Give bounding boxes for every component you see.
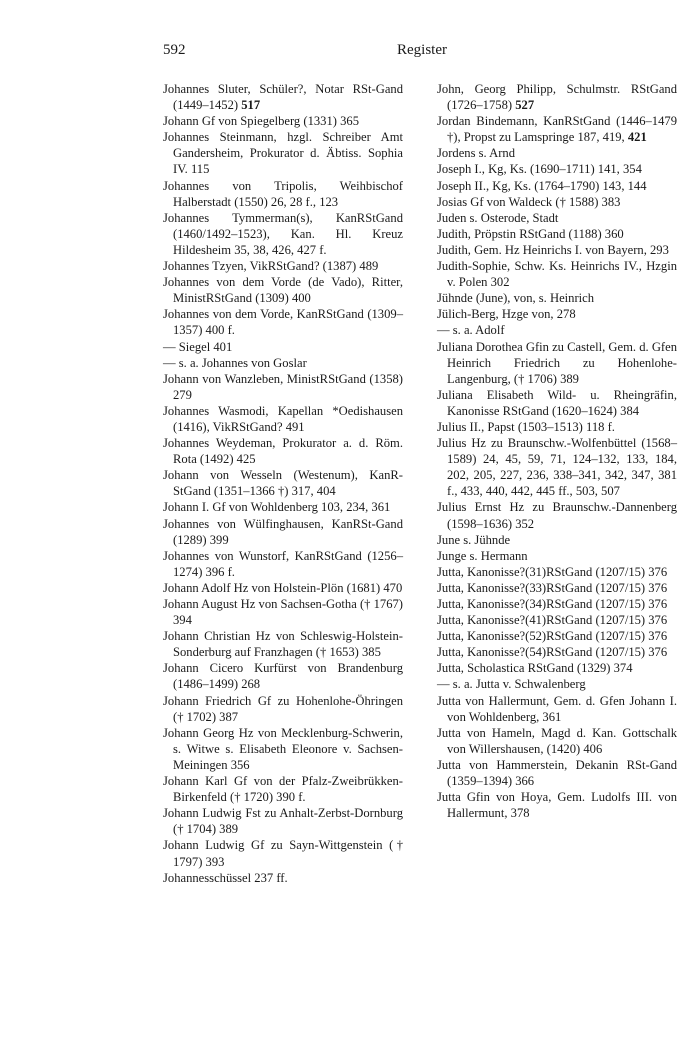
register-entry bbox=[163, 773, 403, 805]
register-entry bbox=[437, 580, 677, 596]
register-entry bbox=[437, 387, 677, 419]
register-entry bbox=[437, 693, 677, 725]
register-entry bbox=[437, 644, 677, 660]
register-entry bbox=[163, 129, 403, 177]
register-entry bbox=[437, 145, 677, 161]
register-column-right bbox=[437, 81, 677, 821]
register-entry bbox=[163, 355, 403, 371]
register-entry bbox=[437, 564, 677, 580]
entry-text: Juliana Dorothea Gfin zu Castell, Gem. d. Gfen Heinrich Friedrich zu Hohenlohe-Langenburg, († 1706) 389 bbox=[437, 339, 677, 386]
register-entry bbox=[437, 339, 677, 387]
register-column-left bbox=[163, 81, 403, 886]
entry-text: Johann Karl Gf von der Pfalz-Zweibrükken-Birkenfeld († 1720) 390 f. bbox=[163, 774, 403, 805]
register-entry bbox=[437, 258, 677, 290]
entry-text: Juden s. Osterode, Stadt bbox=[437, 210, 559, 225]
register-entry bbox=[437, 676, 677, 692]
register-entry bbox=[437, 242, 677, 258]
register-entry bbox=[163, 660, 403, 692]
register-entry bbox=[437, 226, 677, 242]
register-entry bbox=[163, 805, 403, 837]
entry-text: Johann Christian Hz von Schleswig-Holstein-Sonderburg auf Franzhagen († 1653) 385 bbox=[163, 629, 403, 660]
register-entry bbox=[437, 757, 677, 789]
entry-text: — s. a. Jutta v. Schwalenberg bbox=[437, 677, 586, 692]
register-entry bbox=[437, 532, 677, 548]
page-header bbox=[0, 42, 700, 64]
page-number: 592 bbox=[163, 42, 186, 58]
entry-text: Jutta von Hameln, Magd d. Kan. Gottschalk von Willershausen, (1420) 406 bbox=[437, 725, 677, 756]
entry-text: Johann Friedrich Gf zu Hohenlohe-Öhringen († 1702) 387 bbox=[163, 693, 403, 724]
entry-text: Johannes von Tripolis, Weihbischof Halberstadt (1550) 26, 28 f., 123 bbox=[163, 178, 403, 209]
entry-text: Jutta Gfin von Hoya, Gem. Ludolfs III. von Hallermunt, 378 bbox=[437, 790, 677, 821]
register-entry bbox=[437, 306, 677, 322]
register-entry bbox=[437, 789, 677, 821]
entry-text: Joseph I., Kg, Ks. (1690–1711) 141, 354 bbox=[437, 162, 642, 177]
entry-text: Jutta, Kanonisse?(33)RStGand (1207/15) 376 bbox=[437, 580, 668, 595]
register-entry bbox=[163, 870, 403, 886]
entry-text: Jülich-Berg, Hzge von, 278 bbox=[437, 307, 576, 322]
entry-text: Jühnde (June), von, s. Heinrich bbox=[437, 291, 595, 306]
register-entry bbox=[163, 548, 403, 580]
entry-text: Johann von Wanzleben, MinistRStGand (1358) 279 bbox=[163, 371, 403, 402]
entry-text: Johann Gf von Spiegelberg (1331) 365 bbox=[163, 114, 359, 129]
entry-text: Johannes Tzyen, VikRStGand? (1387) 489 bbox=[163, 259, 379, 274]
entry-text: — s. a. Johannes von Goslar bbox=[163, 355, 307, 370]
running-title: Register bbox=[397, 42, 447, 58]
entry-page-bold: 517 bbox=[241, 98, 261, 113]
register-entry bbox=[163, 258, 403, 274]
entry-text: Josias Gf von Waldeck († 1588) 383 bbox=[437, 194, 621, 209]
entry-text: Johannes von Wülfinghausen, KanRSt-Gand (1289) 399 bbox=[163, 516, 403, 547]
entry-text: Johann I. Gf von Wohldenberg 103, 234, 361 bbox=[163, 500, 391, 515]
entry-text: Jutta von Hallermunt, Gem. d. Gfen Johann I. von Wohldenberg, 361 bbox=[437, 693, 677, 724]
entry-text: Judith-Sophie, Schw. Ks. Heinrichs IV., Hzgin v. Polen 302 bbox=[437, 259, 677, 290]
entry-text: Johannes von dem Vorde, KanRStGand (1309–1357) 400 f. bbox=[163, 307, 403, 338]
register-entry bbox=[437, 290, 677, 306]
entry-text: Johannes Weydeman, Prokurator a. d. Röm. Rota (1492) 425 bbox=[163, 436, 403, 467]
register-entry bbox=[163, 596, 403, 628]
entry-text: Julius Ernst Hz zu Braunschw.-Dannenberg (1598–1636) 352 bbox=[437, 500, 677, 531]
register-entry bbox=[163, 837, 403, 869]
register-entry bbox=[437, 725, 677, 757]
entry-text: Juliana Elisabeth Wild- u. Rheingräfin, Kanonisse RStGand (1620–1624) 384 bbox=[437, 387, 677, 418]
entry-text: Johannes Sluter, Schüler?, Notar RSt-Gand (1449–1452) bbox=[163, 82, 403, 113]
entry-text: Johann Georg Hz von Mecklenburg-Schwerin, s. Witwe s. Elisabeth Eleonore v. Sachsen-Meiningen 356 bbox=[163, 725, 403, 772]
register-entry bbox=[437, 660, 677, 676]
entry-text: — s. a. Adolf bbox=[437, 323, 505, 338]
register-entry bbox=[163, 371, 403, 403]
entry-text: Johannes Tymmerman(s), KanRStGand (1460/1492–1523), Kan. Hl. Kreuz Hildesheim 35, 38, 426, 427 f. bbox=[163, 210, 403, 257]
register-entry bbox=[163, 580, 403, 596]
entry-text: June s. Jühnde bbox=[437, 532, 511, 547]
register-entry bbox=[437, 628, 677, 644]
entry-text: Jutta, Kanonisse?(31)RStGand (1207/15) 376 bbox=[437, 564, 668, 579]
register-entry bbox=[163, 516, 403, 548]
entry-text: Junge s. Hermann bbox=[437, 548, 528, 563]
entry-text: Jutta, Kanonisse?(54)RStGand (1207/15) 376 bbox=[437, 645, 668, 660]
entry-text: Johann Cicero Kurfürst von Brandenburg (1486–1499) 268 bbox=[163, 661, 403, 692]
register-entry bbox=[437, 322, 677, 338]
register-entry bbox=[437, 194, 677, 210]
entry-text: Judith, Pröpstin RStGand (1188) 360 bbox=[437, 226, 624, 241]
register-entry bbox=[437, 210, 677, 226]
entry-page-bold: 527 bbox=[515, 98, 535, 113]
entry-text: Johann Ludwig Gf zu Sayn-Wittgenstein († 1797) 393 bbox=[163, 838, 403, 869]
entry-text: Julius II., Papst (1503–1513) 118 f. bbox=[437, 419, 615, 434]
entry-text: Johann Adolf Hz von Holstein-Plön (1681) 470 bbox=[163, 580, 403, 595]
register-entry bbox=[163, 499, 403, 515]
entry-text: Jutta von Hammerstein, Dekanin RSt-Gand (1359–1394) 366 bbox=[437, 757, 677, 789]
entry-page-bold: 421 bbox=[627, 130, 647, 145]
entry-text: Jutta, Scholastica RStGand (1329) 374 bbox=[437, 661, 633, 676]
register-entry bbox=[163, 725, 403, 773]
register-entry bbox=[437, 81, 677, 113]
entry-text: Johannes von dem Vorde (de Vado), Ritter, MinistRStGand (1309) 400 bbox=[163, 275, 403, 306]
register-entry bbox=[163, 274, 403, 306]
register-entry bbox=[437, 499, 677, 531]
entry-text: Johannes Wasmodi, Kapellan *Oedishausen (1416), VikRStGand? 491 bbox=[163, 403, 403, 434]
register-entry bbox=[163, 435, 403, 467]
register-entry bbox=[163, 81, 403, 113]
entry-text: John, Georg Philipp, Schulmstr. RStGand (1726–1758) bbox=[437, 82, 677, 113]
entry-text: Johannes von Wunstorf, KanRStGand (1256–1274) 396 f. bbox=[163, 548, 403, 579]
entry-text: Johannes Steinmann, hzgl. Schreiber Amt Gandersheim, Prokurator d. Äbtiss. Sophia IV. 115 bbox=[163, 130, 403, 177]
register-entry bbox=[163, 113, 403, 129]
entry-text: Johannesschüssel 237 ff. bbox=[163, 870, 288, 885]
entry-text: — Siegel 401 bbox=[163, 339, 233, 354]
entry-text: Jordens s. Arnd bbox=[437, 146, 516, 161]
register-entry bbox=[437, 161, 677, 177]
register-entry bbox=[437, 612, 677, 628]
entry-text: Jutta, Kanonisse?(52)RStGand (1207/15) 376 bbox=[437, 629, 668, 644]
entry-text: Julius Hz zu Braunschw.-Wolfenbüttel (1568–1589) 24, 45, 59, 71, 124–132, 133, 184, 202, 205, 227, 236, 338–341, 342, 347, 381 f., 433, 440, 442, 445 ff., 503, 507 bbox=[437, 436, 677, 499]
register-entry bbox=[437, 435, 677, 499]
register-entry bbox=[437, 419, 677, 435]
register-entry bbox=[163, 467, 403, 499]
entry-text: Jordan Bindemann, KanRStGand (1446–1479 †), Propst zu Lamspringe 187, 419, bbox=[437, 114, 677, 145]
entry-text: Johann Ludwig Fst zu Anhalt-Zerbst-Dornburg († 1704) 389 bbox=[163, 806, 403, 837]
entry-text: Jutta, Kanonisse?(41)RStGand (1207/15) 376 bbox=[437, 613, 668, 628]
register-entry bbox=[437, 596, 677, 612]
register-entry bbox=[437, 178, 677, 194]
register-entry bbox=[163, 628, 403, 660]
register-entry bbox=[163, 339, 403, 355]
register-entry bbox=[163, 693, 403, 725]
register-entry bbox=[437, 113, 677, 145]
entry-text: Johann von Wesseln (Westenum), KanR-StGand (1351–1366 †) 317, 404 bbox=[163, 468, 403, 499]
entry-text: Johann August Hz von Sachsen-Gotha († 1767) 394 bbox=[163, 597, 403, 628]
register-entry bbox=[163, 403, 403, 435]
register-entry bbox=[163, 306, 403, 338]
entry-text: Judith, Gem. Hz Heinrichs I. von Bayern, 293 bbox=[437, 242, 669, 257]
register-entry bbox=[163, 210, 403, 258]
entry-text: Joseph II., Kg, Ks. (1764–1790) 143, 144 bbox=[437, 178, 647, 193]
register-entry bbox=[437, 548, 677, 564]
register-entry bbox=[163, 178, 403, 210]
entry-text: Jutta, Kanonisse?(34)RStGand (1207/15) 376 bbox=[437, 597, 668, 611]
